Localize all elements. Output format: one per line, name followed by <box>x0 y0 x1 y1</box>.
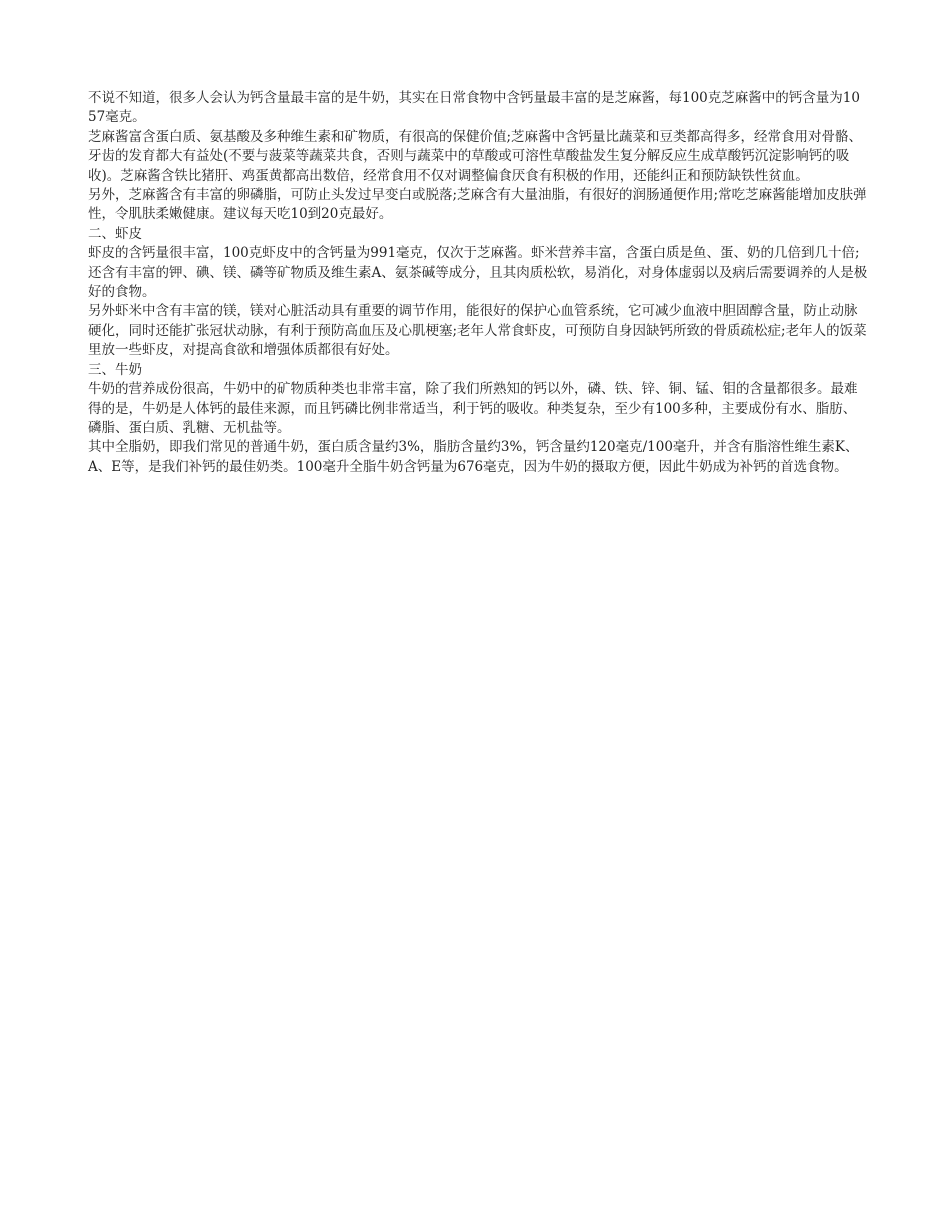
paragraph-milk-nutrition: 牛奶的营养成份很高，牛奶中的矿物质种类也非常丰富，除了我们所熟知的钙以外，磷、铁、锌、铜、锰、钼的含量都很多。最难得的是，牛奶是人体钙的最佳来源，而且钙磷比例非常适当，利于钙的吸收。种类复杂，至少有100多种，主要成份有水、脂肪、磷脂、蛋白质、乳糖、无机盐等。 <box>88 381 858 436</box>
paragraph-sesame-intro: 不说不知道，很多人会认为钙含量最丰富的是牛奶，其实在日常食物中含钙量最丰富的是芝麻酱，每100克芝麻酱中的钙含量为1057毫克。 <box>88 90 860 126</box>
section-heading-milk: 三、牛奶 <box>88 361 142 378</box>
paragraph-sesame-benefits: 另外，芝麻酱含有丰富的卵磷脂，可防止头发过早变白或脱落;芝麻含有大量油脂，有很好的润肠通便作用;常吃芝麻酱能增加皮肤弹性，令肌肤柔嫩健康。建议每天吃10到20克最好。 <box>88 187 867 223</box>
section-heading-shrimp: 二、虾皮 <box>88 225 142 242</box>
paragraph-shrimp-calcium: 虾皮的含钙量很丰富，100克虾皮中的含钙量为991毫克，仅次于芝麻酱。虾米营养丰富，含蛋白质是鱼、蛋、奶的几倍到几十倍;还含有丰富的钾、碘、镁、磷等矿物质及维生素A、氨茶碱等成分，且其肉质松软，易消化，对身体虚弱以及病后需要调养的人是极好的食物。 <box>88 245 868 301</box>
paragraph-sesame-nutrition: 芝麻酱富含蛋白质、氨基酸及多种维生素和矿物质，有很高的保健价值;芝麻酱中含钙量比蔬菜和豆类都高得多，经常食用对骨骼、牙齿的发育都大有益处(不要与菠菜等蔬菜共食，否则与蔬菜中的草酸或可溶性草酸盐发生复分解反应生成草酸钙沉淀影响钙的吸收)。芝麻酱含铁比猪肝、鸡蛋黄都高出数倍，经常食用不仅对调整偏食厌食有积极的作用，还能纠正和预防缺铁性贫血。 <box>88 128 863 184</box>
paragraph-shrimp-magnesium: 另外虾米中含有丰富的镁，镁对心脏活动具有重要的调节作用，能很好的保护心血管系统，它可减少血液中胆固醇含量，防止动脉硬化，同时还能扩张冠状动脉，有利于预防高血压及心肌梗塞;老年人常食虾皮，可预防自身因缺钙所致的骨质疏松症;老年人的饭菜里放一些虾皮，对提高食欲和增强体质都很有好处。 <box>88 303 867 359</box>
document-body <box>88 89 868 477</box>
paragraph-milk-whole: 其中全脂奶，即我们常见的普通牛奶，蛋白质含量约3%，脂肪含量约3%，钙含量约120毫克/100毫升，并含有脂溶性维生素K、A、E等，是我们补钙的最佳奶类。100毫升全脂牛奶含钙量为676毫克，因为牛奶的摄取方便，因此牛奶成为补钙的首选食物。 <box>88 439 859 475</box>
